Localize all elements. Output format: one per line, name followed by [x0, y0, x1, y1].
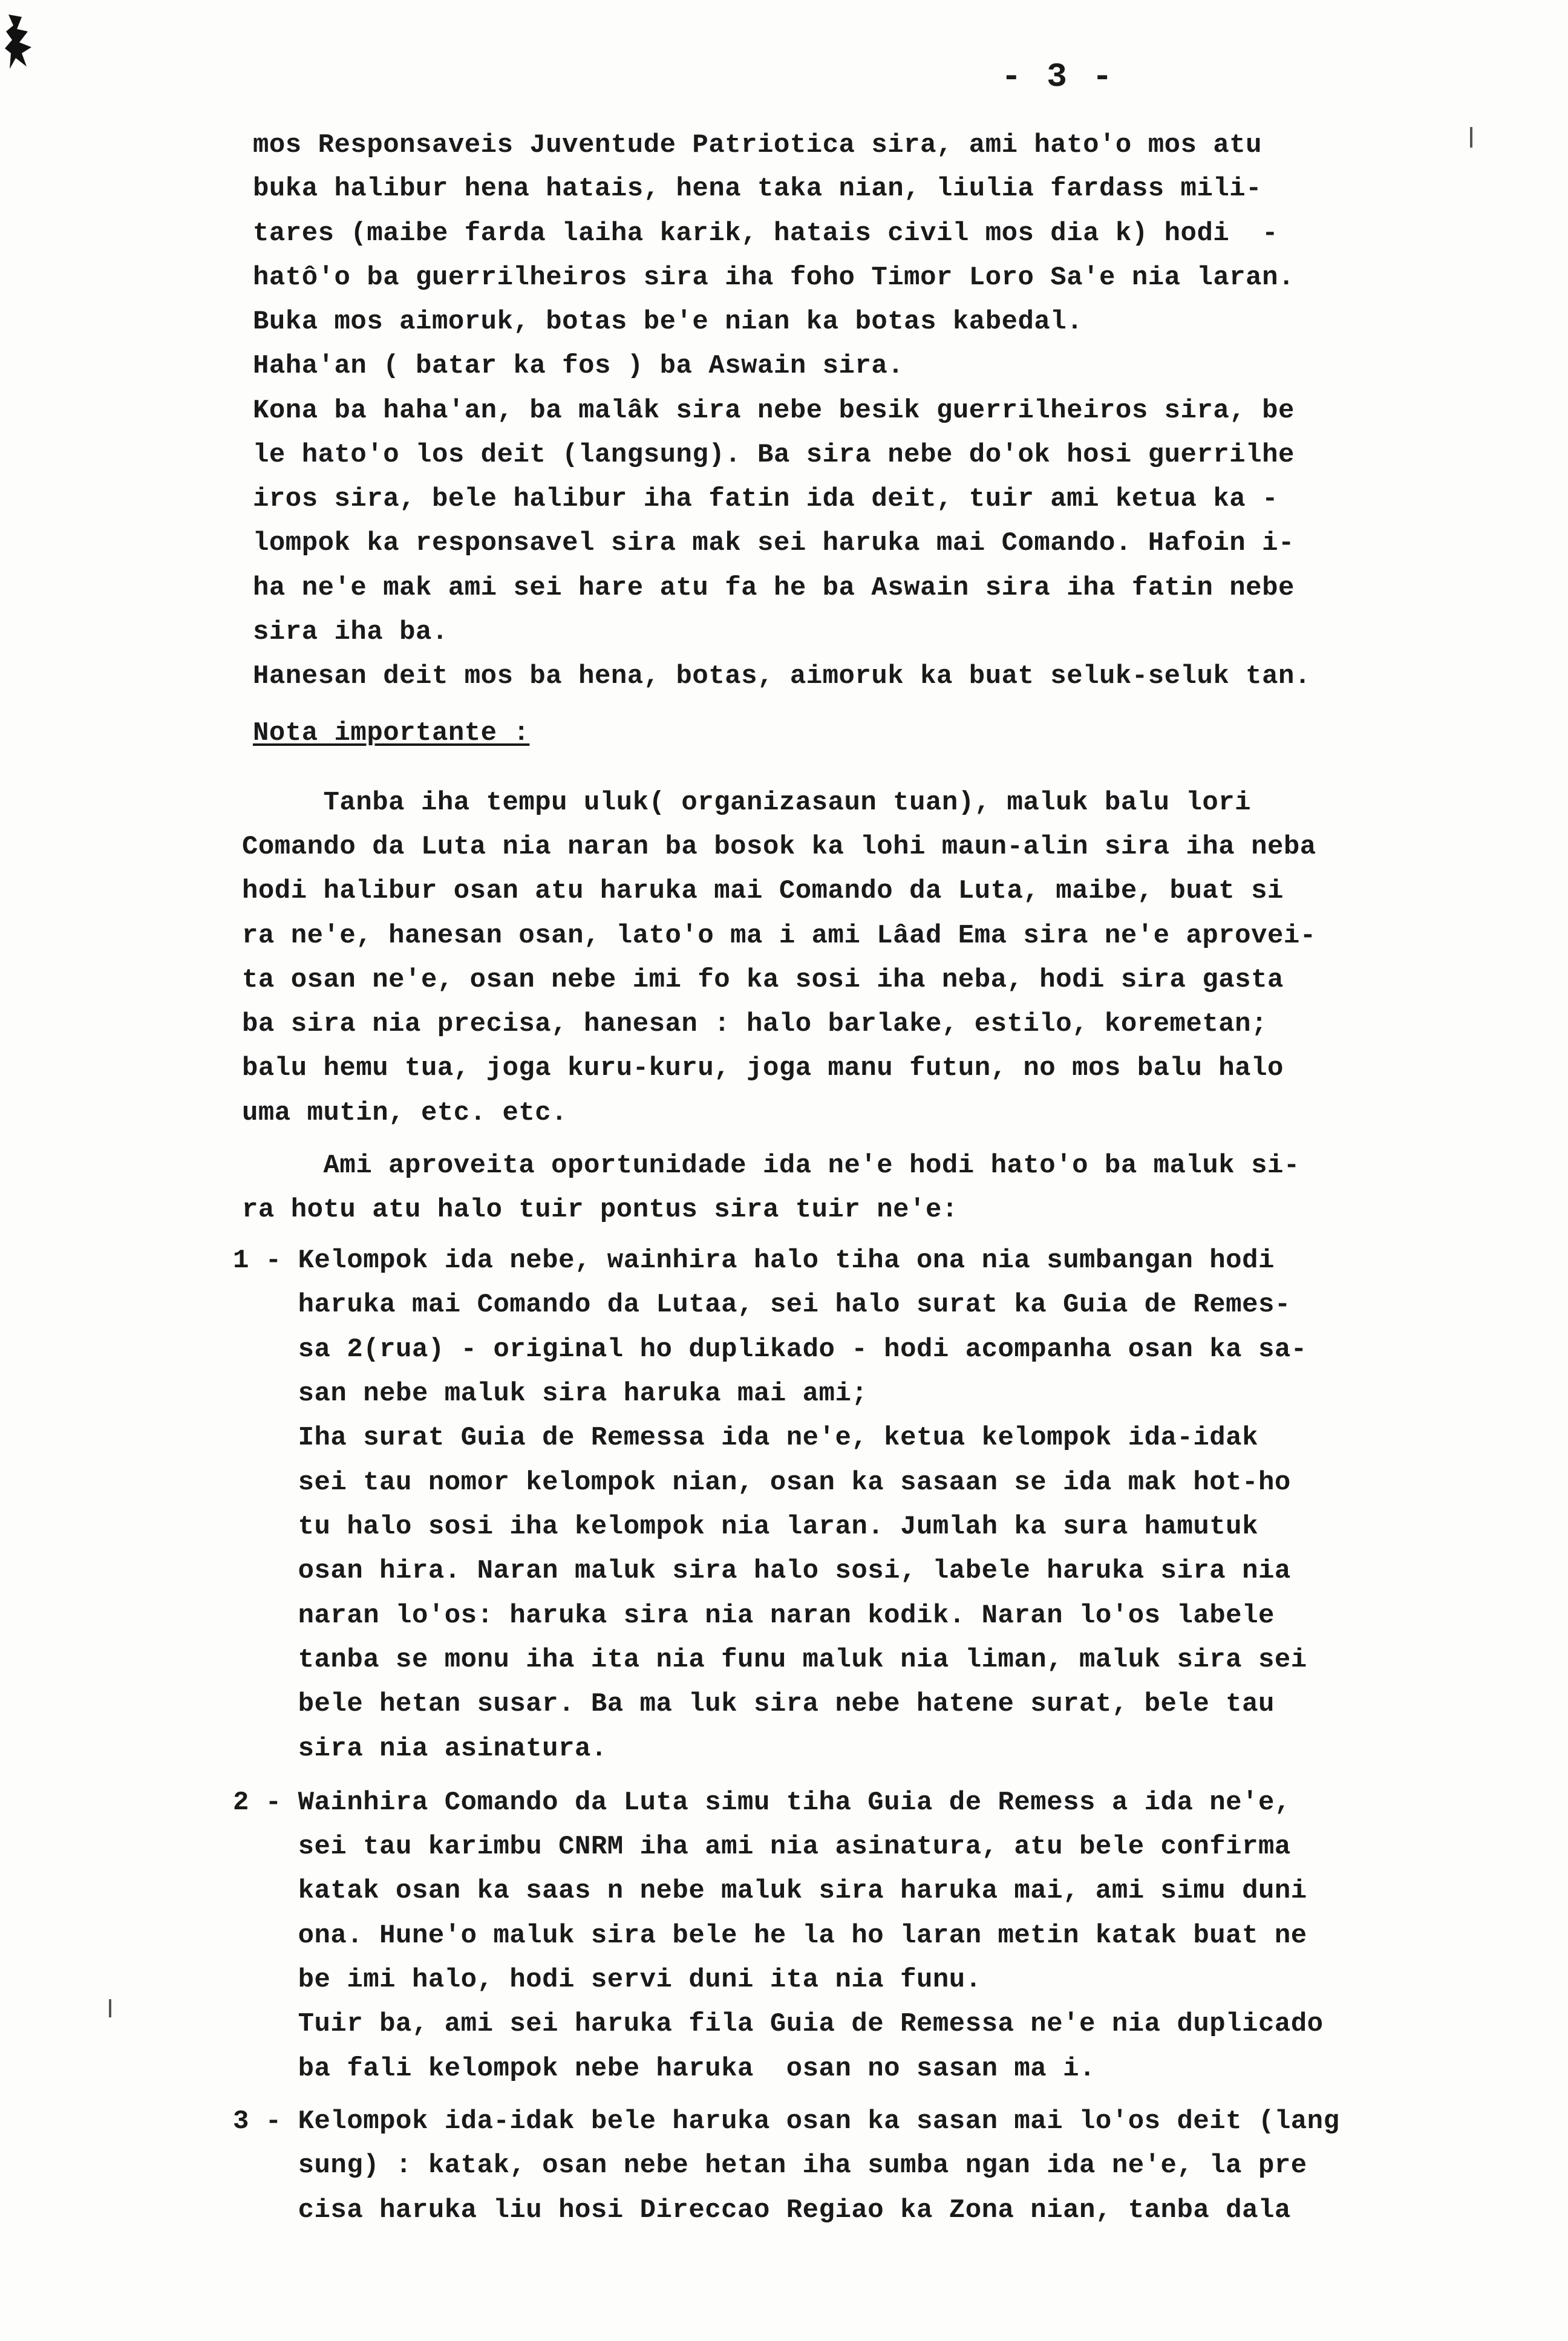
text-line: le hato'o los deit (langsung). Ba sira nebe do'ok hosi guerrilhe [253, 440, 1295, 470]
text-line: Kona ba haha'an, ba malâk sira nebe besik guerrilheiros sira, be [253, 396, 1295, 426]
text-line: sira iha ba. [253, 617, 448, 647]
text-line: ra hotu atu halo tuir pontus sira tuir ne'e: [242, 1195, 958, 1225]
list-item-line: Iha surat Guia de Remessa ida ne'e, ketua kelompok ida-idak [233, 1423, 1258, 1453]
list-item-line: bele hetan susar. Ba ma luk sira nebe hatene surat, bele tau [233, 1689, 1275, 1719]
text-line: Ami aproveita oportunidade ida ne'e hodi hato'o ba maluk si- [242, 1151, 1300, 1181]
text-line: Hanesan deit mos ba hena, botas, aimoruk ka buat seluk-seluk tan. [253, 661, 1311, 691]
ink-blot-mark [4, 11, 40, 71]
list-item-line: naran lo'os: haruka sira nia naran kodik. Naran lo'os labele [233, 1601, 1275, 1631]
text-line: mos Responsaveis Juventude Patriotica sira, ami hato'o mos atu [253, 130, 1263, 160]
list-item-line: sira nia asinatura. [233, 1734, 607, 1764]
text-line: uma mutin, etc. etc. [242, 1098, 568, 1128]
page-number: - 3 - [1001, 57, 1116, 96]
text-line: hatô'o ba guerrilheiros sira iha foho Timor Loro Sa'e nia laran. [253, 263, 1295, 293]
text-line: Haha'an ( batar ka fos ) ba Aswain sira. [253, 351, 904, 381]
list-item-line: 3 - Kelompok ida-idak bele haruka osan ka sasan mai lo'os deit (lang [233, 2106, 1340, 2137]
list-item-line: 1 - Kelompok ida nebe, wainhira halo tiha ona nia sumbangan hodi [233, 1246, 1275, 1276]
list-item-line: be imi halo, hodi servi duni ita nia funu. [233, 1965, 982, 1995]
text-line: tares (maibe farda laiha karik, hatais civil mos dia k) hodi - [253, 218, 1278, 249]
text-line: buka halibur hena hatais, hena taka nian, liulia fardass mili- [253, 174, 1263, 204]
list-item-line: Tuir ba, ami sei haruka fila Guia de Remessa ne'e nia duplicado [233, 2009, 1324, 2039]
text-line: lompok ka responsavel sira mak sei haruka mai Comando. Hafoin i- [253, 528, 1295, 558]
list-item-line: ona. Hune'o maluk sira bele he la ho laran metin katak buat ne [233, 1921, 1307, 1951]
list-item-line: tu halo sosi iha kelompok nia laran. Jumlah ka sura hamutuk [233, 1512, 1258, 1542]
list-item-line: osan hira. Naran maluk sira halo sosi, labele haruka sira nia [233, 1556, 1291, 1586]
text-line: ba sira nia precisa, hanesan : halo barlake, estilo, koremetan; [242, 1009, 1267, 1039]
list-item-line: sei tau karimbu CNRM iha ami nia asinatura, atu bele confirma [233, 1832, 1291, 1862]
text-line: ta osan ne'e, osan nebe imi fo ka sosi iha neba, hodi sira gasta [242, 965, 1284, 995]
text-line: ha ne'e mak ami sei hare atu fa he ba Aswain sira iha fatin nebe [253, 573, 1295, 603]
list-item-line: cisa haruka liu hosi Direccao Regiao ka Zona nian, tanba dala [233, 2195, 1291, 2225]
list-item-line: ba fali kelompok nebe haruka osan no sasan ma i. [233, 2054, 1096, 2084]
list-item-line: haruka mai Comando da Lutaa, sei halo surat ka Guia de Remes- [233, 1290, 1291, 1320]
text-line: Comando da Luta nia naran ba bosok ka lohi maun-alin sira iha neba [242, 832, 1316, 862]
list-item-line: 2 - Wainhira Comando da Luta simu tiha Guia de Remess a ida ne'e, [233, 1788, 1291, 1818]
text-line: ra ne'e, hanesan osan, lato'o ma i ami Lâad Ema sira ne'e aprovei- [242, 921, 1316, 951]
text-line: balu hemu tua, joga kuru-kuru, joga manu futun, no mos balu halo [242, 1053, 1284, 1083]
text-line: Tanba iha tempu uluk( organizasaun tuan), maluk balu lori [242, 788, 1252, 818]
list-item-line: san nebe maluk sira haruka mai ami; [233, 1379, 868, 1409]
text-line: hodi halibur osan atu haruka mai Comando da Luta, maibe, buat si [242, 876, 1284, 906]
section-heading: Nota importante : [253, 718, 530, 748]
margin-mark [1470, 127, 1472, 148]
list-item-line: katak osan ka saas n nebe maluk sira haruka mai, ami simu duni [233, 1876, 1307, 1906]
margin-mark [109, 1999, 111, 2017]
text-line: iros sira, bele halibur iha fatin ida deit, tuir ami ketua ka - [253, 484, 1278, 514]
list-item-line: sei tau nomor kelompok nian, osan ka sasaan se ida mak hot-ho [233, 1468, 1291, 1498]
list-item-line: tanba se monu iha ita nia funu maluk nia liman, maluk sira sei [233, 1645, 1307, 1675]
list-item-line: sa 2(rua) - original ho duplikado - hodi acompanha osan ka sa- [233, 1334, 1307, 1365]
list-item-line: sung) : katak, osan nebe hetan iha sumba ngan ida ne'e, la pre [233, 2150, 1307, 2181]
text-line: Buka mos aimoruk, botas be'e nian ka botas kabedal. [253, 307, 1083, 337]
